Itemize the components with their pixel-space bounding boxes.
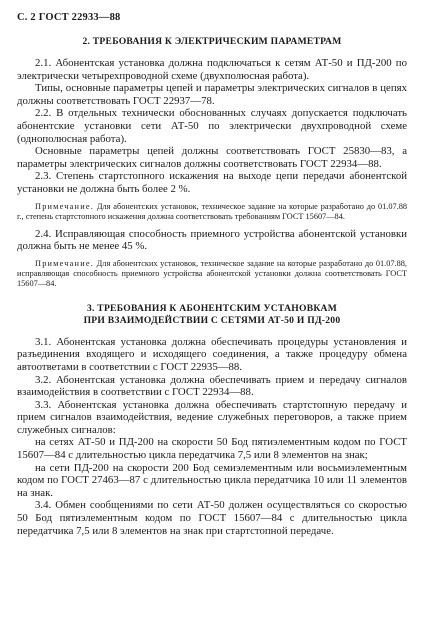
paragraph-3-4: 3.4. Обмен сообщениями по сети АТ-50 должен осуществляться со скоростью 50 Бод пятиэлементным кодом по ГОСТ 15607—84 с длительностью цикла передатчика 7,5 или 8 элементов на знак при стартстопной передаче. — [17, 499, 407, 537]
section-2-title: 2. ТРЕБОВАНИЯ К ЭЛЕКТРИЧЕСКИМ ПАРАМЕТРАМ — [82, 36, 342, 47]
page-header: С. 2 ГОСТ 22933—88 — [17, 12, 121, 23]
paragraph-2-1: 2.1. Абонентская установка должна подключаться к сетям АТ-50 и ПД-200 по электрически четырехпроводной схеме (двухполюсная работа). — [17, 57, 407, 82]
paragraph-3-1: 3.1. Абонентская установка должна обеспечивать процедуры установления и разъединения входящего и исходящего соединения, а также процедуру обмена автоответами в соответствии с ГОСТ 22935—88. — [17, 335, 407, 373]
paragraph-2-3: 2.3. Степень стартстопного искажения на выходе цепи передачи абонентской установки не должна быть более 2 %. — [17, 170, 407, 195]
paragraph-2-2: 2.2. В отдельных технически обоснованных случаях допускается подключать абонентские установки сети АТ-50 по электрически двухпроводной схеме (однополюсная работа). — [17, 107, 407, 145]
section-3-title — [17, 303, 407, 327]
paragraph-3-3-pd200: на сети ПД-200 на скорости 200 Бод семиэлементным или восьмиэлементным кодом по ГОСТ 27463—87 с длительностью цикла передатчика 10 или 11 элементов на знак. — [17, 461, 407, 499]
paragraph-2-2-params: Основные параметры цепей должны соответствовать ГОСТ 25830—83, а параметры электрических сигналов должны соответствовать ГОСТ 22934—88. — [17, 145, 407, 170]
paragraph-3-3-at50: на сетях АТ-50 и ПД-200 на скорости 50 Бод пятиэлементным кодом по ГОСТ 15607—84 с длительностью цикла передатчика 7,5 или 8 элементов на знак; — [17, 436, 407, 462]
note-2-3 — [17, 202, 407, 222]
paragraph-2-1-types: Типы, основные параметры цепей и параметры электрических сигналов в цепях должны соответствовать ГОСТ 22937—78. — [17, 82, 407, 107]
section-3-title-line-1: 3. ТРЕБОВАНИЯ К АБОНЕНТСКИМ УСТАНОВКАМ — [86, 302, 338, 314]
note-text: Для абонентских установок, техническое задание на которые разработано до 01.07.88 г., степень стартстопного искажения должна соответствовать требованиям ГОСТ 15607—84. — [17, 201, 407, 221]
paragraph-3-2: 3.2. Абонентская установка должна обеспечивать прием и передачу сигналов взаимодействия в соответствии с ГОСТ 22934—88. — [17, 373, 407, 399]
paragraph-3-3: 3.3. Абонентская установка должна обеспечивать стартстопную передачу и прием сигналов взаимодействия, ведение служебных переговоров, а также прием служебных сигналов: — [17, 398, 407, 436]
note-2-4 — [17, 259, 407, 289]
note-text: Для абонентских установок, техническое задание на которые разработано до 01.07.88, исправляющая способность приемного устройства абонентской установки должна соответствовать ГОСТ 15607—84. — [17, 258, 407, 288]
paragraph-2-4: 2.4. Исправляющая способность приемного устройства абонентской установки должна быть не менее 45 %. — [17, 227, 407, 253]
note-label: Примечание. — [35, 258, 94, 268]
note-label: Примечание. — [35, 201, 94, 211]
section-3-title-line-2: ПРИ ВЗАИМОДЕЙСТВИИ С СЕТЯМИ АТ-50 И ПД-200 — [83, 314, 341, 326]
document-page — [17, 12, 407, 537]
